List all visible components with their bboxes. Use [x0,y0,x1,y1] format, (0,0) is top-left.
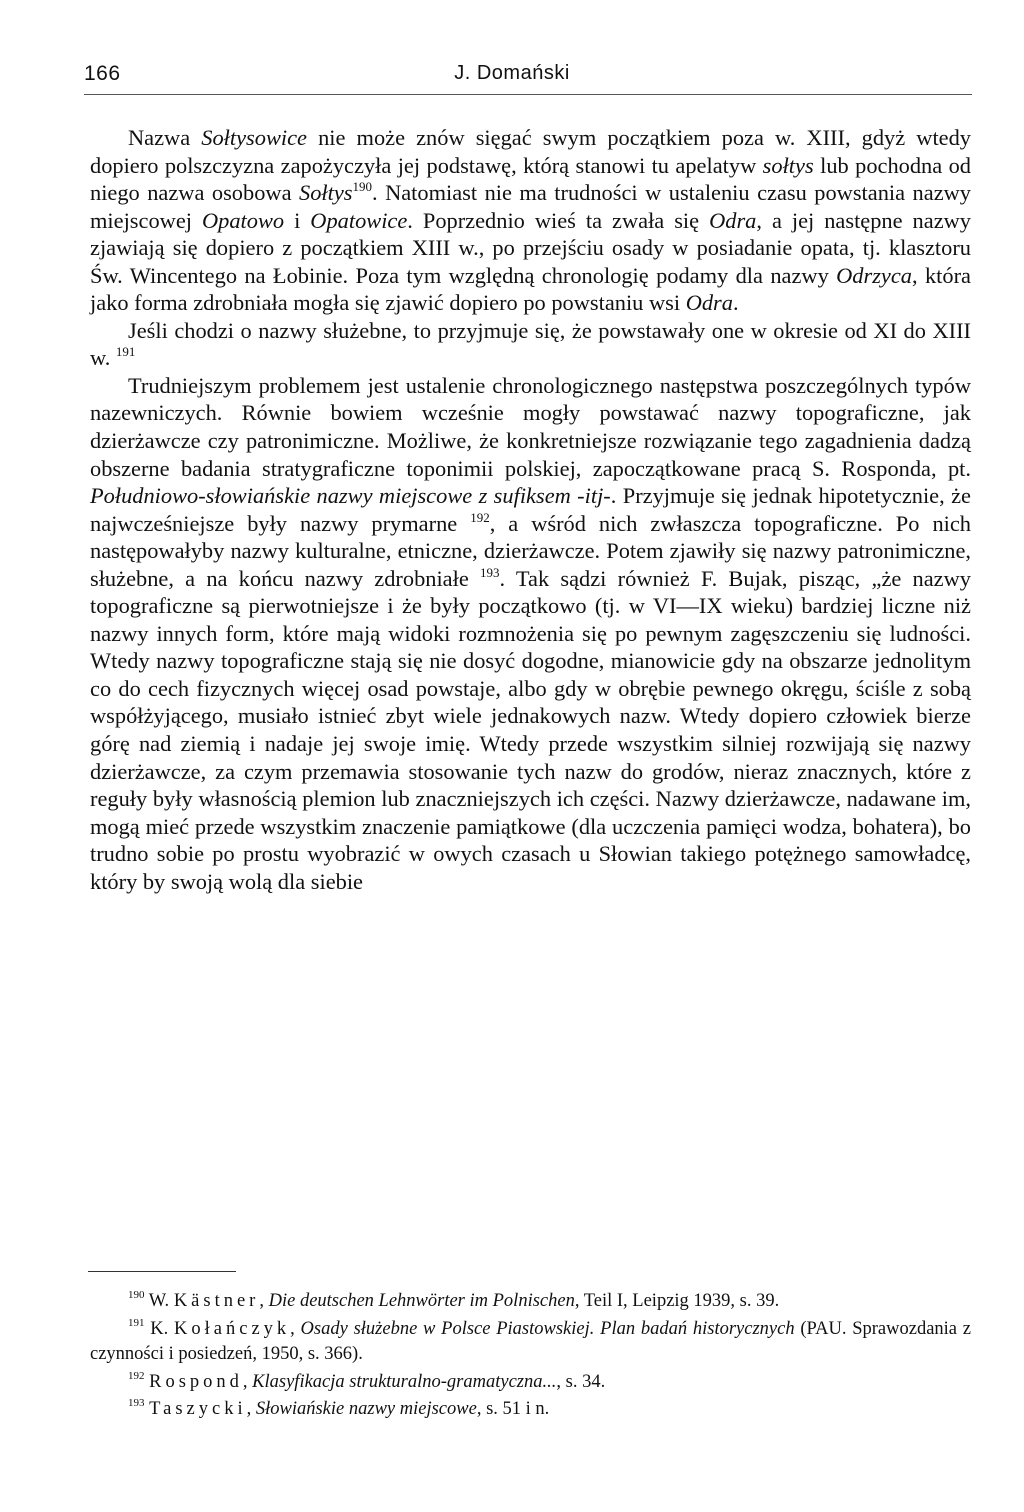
footnote-divider [88,1271,236,1272]
text-run: . Natomiast nie ma trudności w ustaleniu czasu powstania nazwy miejscowej [90,180,971,233]
paragraph [90,372,971,895]
text-run: W. [148,1291,174,1311]
author-name: Taszycki [149,1399,247,1419]
footnote [90,1317,971,1368]
footnotes [90,1289,971,1425]
italic-text: Południowo-słowiańskie nazwy miejscowe z sufiksem -itj- [90,483,611,509]
footnote [90,1397,971,1423]
header-divider [84,94,972,95]
footnote-ref: 191 [128,1316,145,1329]
italic-text: Klasyfikacja strukturalno-gramatyczna... [252,1371,557,1392]
text-run: lub pochodna od niego nazwa osobowa [90,152,972,206]
italic-text: Opatowo [201,207,285,233]
text-run: . [732,290,739,316]
text-run: . Poprzednio wieś ta zwała się [407,207,710,233]
text-run: Nazwa [128,125,202,150]
text-run: , Teil I, Leipzig 1939, s. 39. [574,1291,780,1311]
footnote-ref: 191 [115,344,136,360]
text-run: , a wśród nich zwłaszcza topograficzne. Po nich następowałyby nazwy kulturalne, etniczne, dzierżawcze. Potem zjawiły się nazwy patronimiczne, służebne, a na końcu nazwy zdrobniałe [90,510,971,591]
text-run: , która jako forma zdrobniała mogła się zjawić dopiero po powstaniu wsi [90,262,971,316]
text-run: , [246,1399,256,1419]
text-run: , s. 34. [556,1371,606,1392]
footnote-ref: 192 [128,1369,145,1382]
text-run: . Tak sądzi również F. Bujak, pisząc, „że nazwy topograficzne są pierwotniejsze i że były początkowo (tj. w VI—IX wieku) bardziej liczne niż nazwy innych form, które mają widoki rozmnożenia się po pewnym zagęszczeniu się ludności. Wtedy nazwy topograficzne stają się nie dosyć dogodne, mianowicie gdy na obszarze jednolitym co do cech fizycznych więcej osad powstaje, albo gdy w obrębie pewnego okręgu, ściśle z sobą współżyjącego, musiało istnieć zbyt wiele jednakowych nazw. Wtedy dopiero człowiek bierze górę nad ziemią i nadaje jej swoje imię. Wtedy przede wszystkim silniej rozwijają się nazwy dzierżawcze, za czym przemawia stosowanie tych nazw do grodów, nieraz znacznych, które z reguły były własnością plemion lub znaczniejszych ich części. Nazwy dzierżawcze, nadawane im, mogą mieć przede wszystkim znaczenie pamiątkowe (dla uczczenia pamięci wodza, bohatera), bo trudno sobie po prostu wyobrazić w owych czasach u Słowian takiego potężnego samowładcę, który by swoją wolą dla siebie [90,565,971,894]
text-run: Trudniejszym problemem jest ustalenie chronologicznego następstwa poszczególnych typów nazewniczych. Równie bowiem wcześnie mogły powstawać nazwy topograficzne, jak dzierżawcze czy patronimiczne. Możliwe, że konkretniejsze rozwiązanie tego zagadnienia dadzą obszerne badania stratygraficzne toponimii polskiej, zapoczątkowane pracą S. Rosponda, pt. [90,372,971,481]
running-head: J. Domański [454,62,570,84]
italic-text: sołtys [762,152,814,178]
text-run: , s. 51 i n. [476,1399,550,1419]
text-run: K. [150,1318,175,1339]
italic-text: Odrzyca [836,262,913,288]
author-name: Kołańczyk [174,1318,291,1339]
paragraph [90,317,971,372]
text-run: (PAU. Sprawozdania z czynności i posiedzeń, 1950, s. 366). [90,1318,971,1364]
italic-text: Odra [685,290,733,316]
text-run: , [259,1291,269,1311]
paragraph [90,124,971,317]
italic-text: Opatowice [310,207,408,233]
footnote-ref: 193 [480,564,500,580]
footnote-ref: 190 [352,179,372,195]
footnote [90,1289,971,1315]
text-run: , [290,1318,301,1339]
footnote-ref: 190 [128,1289,145,1301]
footnote [90,1370,971,1396]
footnote-ref: 193 [128,1397,145,1409]
text-run: . Przyjmuje się jednak hipotetycznie, że najwcześniejsze były nazwy prymarne [90,483,971,536]
text-run: i [284,207,311,233]
text-run: , [242,1371,253,1392]
italic-text: Die deutschen Lehnwörter im Polnischen [268,1291,575,1311]
text-run: nie może znów sięgać swym początkiem poza w. XIII, gdyż wtedy dopiero polszczyzna zapożyczyła jej podstawę, którą stanowi tu apelatyw [90,125,971,178]
text-run: Jeśli chodzi o nazwy służebne, to przyjmuje się, że powstawały one w okresie od XI do XIII w. [90,317,971,371]
italic-text: Osady służebne w Polsce Piastowskiej. Plan badań historycznych [300,1318,795,1339]
body-text [90,124,971,895]
footnote-ref: 192 [470,509,490,525]
author-name: Kästner [173,1291,260,1311]
italic-text: Odra [709,207,757,233]
italic-text: Słowiańskie nazwy miejscowe [255,1399,477,1419]
page-number: 166 [84,62,121,85]
italic-text: Sołtys [299,180,353,206]
italic-text: Sołtysowice [201,125,307,150]
author-name: Rospond [149,1371,243,1392]
text-run: , a jej następne nazwy zjawiają się dopiero z początkiem XIII w., po przejściu osady w posiadanie opata, tj. klasztoru Św. Wincentego na Łobinie. Poza tym względną chronologię podamy dla nazwy [90,207,971,288]
